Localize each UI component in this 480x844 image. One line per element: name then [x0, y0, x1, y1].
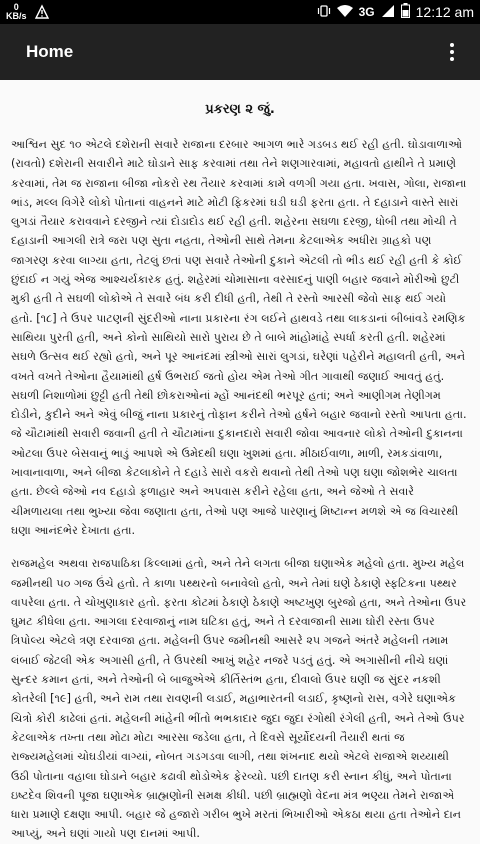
clock: 12:12 am — [415, 4, 474, 20]
app-bar — [0, 24, 480, 80]
vibrate-icon — [317, 4, 331, 21]
paragraph-1: આશ્વિન સુદ ૧૦ એટલે દશેરાની સવારે રાજાના દરબાર આગળ ભારે ગડબડ થઈ રહી હતી. ઘોડાવાળાઓ (રાવતો) દશેરાની સવારીને માટે ઘોડાને સાફ કરવામાં તથા તેને શણગારવામાં, મહાવતો હાથીને તે પ્રમાણે કરવામાં, તેમ જ રાજાના બીજા નોકરો રથ તૈયાર કરવામાં કામે વળગી ગયા હતા. ખવાસ, ગોલા, રાજાના ભાંડ, મલ્લ વિગેરે લોકો પોતાનાં વાહનને માટે મોટી ફિકરમાં ઘડી ઘડી ફરતા હતા. તે દહાડાને વાસ્તે સારાં લુગડાં તૈયાર કરાવવાને દરજીને ત્યાં દોડાદોડ થઈ રહી હતી. શહેરના સઘળા દરજી, ધોબી તથા મોચી તે દહાડાની આગલી રાત્રે જરા પણ સુતા નહતા, તેઓની સાથે તેમના કેટલાએક અધીરા ગ્રાહકો પણ જાગરણ કરવા લાગ્યા હતા, તેટલું છતાં પણ સવારે તેઓની દુકાને એટલી તો ભીડ થઈ રહી હતી કે કોઈ છુંદાઈ ન ગયું એજ આશ્ચર્યકારક હતું. શહેરમાં ચોમાસાના વરસાદનું પાણી બહાર જવાને મોરીઓ છુટી મુકી હતી તે સઘળી લોકોએ તે સવારે બંધ કરી દીધી હતી, તેથી તે રસ્તો આરસી જેવો સાફ થઈ ગયો હતો. [૧૮] તે ઉપર પાટણની સુંદરીઓ નાના પ્રકારના રંગ લઈને હાથવડે તથા લાકડાનાં બીબાંવડે રમણિક સાથિયા પુરતી હતી, અને કોનો સાથિયો સારો પુરાય છે તે બાબે માંહોમાંહે સ્પર્ધા કરતી હતી. શહેરમાં સઘળે ઉત્સવ થઈ રહ્યો હતો, અને પૂર આનંદમાં સ્ત્રીઓ સારાં લુગડાં, ઘરેણાં પહેરીને મહાલતી હતી, અને વખતે વખતે તેઓના હૈયામાંથી હર્ષ ઉભરાઈ જતો હોય એમ તેઓ ગીત ગાવાથી જણાઈ આવતું હતું. સઘળી નિશાળોમાં છુટ્ટી હતી તેથી છોકરાઓનાં મ્હોં આનંદથી ભરપૂર હતાં; અને આણીગમ તેણીગમ દોડીને, કુદીને અને એવું બીજું નાના પ્રકારનું તોફાન કરીને તેઓ હર્ષને બહાર જવાનો રસ્તો આપતા હતા. જે ચૌટામાંથી સવારી જવાની હતી તે ચૌટામાંના દુકાનદારો સવારી જોવા આવનાર લોકો તેઓની દુકાનના ઓટલા ઉપર બેસવાનું ભાડું આપશે એ ઉમેદથી ઘણા ખુશમાં હતા. મીઠાઈવાળા, માળી, રમકડાંવાળા, ખાવાનાવાળા, અને બીજા કેટલાકોને તે દહાડે સારો વકરો થવાનો તેથી તેઓ પણ ઘણા જોશભેર ચાલતા હતા. છેલ્લે જેઓ નવ દહાડો ફળાહાર અને અપવાસ કરીને રહેલા હતા, અને જેઓ તે સવારે ચીમળાયલા તથા ભુખ્યા જેવા જણાતા હતા, તેઓ પણ આજે પારણાનું મિષ્ટાન્ન મળશે એ જ વિચારથી ઘણા આનંદભેર દેખાતા હતા. — [11, 138, 467, 537]
network-speed-unit: KB/s — [6, 11, 27, 21]
cell-signal-icon — [381, 4, 395, 21]
status-bar — [0, 0, 480, 24]
battery-icon — [401, 3, 410, 21]
status-right — [317, 3, 474, 21]
reader-content[interactable] — [0, 80, 480, 841]
network-speed-value: 0 — [13, 2, 19, 12]
chapter-title: પ્રકરણ ૨ જું. — [205, 102, 275, 117]
app-title: Home — [26, 42, 74, 61]
network-type-label: 3G — [358, 5, 375, 19]
more-vert-icon[interactable] — [440, 40, 464, 64]
network-speed-indicator — [6, 3, 27, 21]
status-left — [6, 3, 49, 21]
paragraph-2: રાજમહેલ અથવા રાજપાઠિકા કિલ્લામાં હતો, અને તેને લગતા બીજા ઘણાએક મહેલો હતા. મુખ્ય મહેલ જમીનથી ૫૦ ગજ ઉંચે હતો. તે કાળા પથ્થરનો બનાવેલો હતો, અને તેમાં ઘણે ઠેકાણે સ્ફટિકના પથ્થર વાપરેલા હતા. તે ચોખુણાકાર હતો. ફરતા કોટમાં ઠેકાણે ઠેકાણે અષ્ટખુણ બુરજો હતા, અને તેઓના ઉપર ઘુમટ કીધેલા હતા. આગલા દરવાજાનું નામ ઘટિકા હતું, અને તે દરવાજાની સામા ઘોરી રસ્તા ઉપર ત્રિપોલ્ય એટલે ત્રણ દરવાજા હતા. મહેલની ઉપર જમીનથી આસરે ૨૫ ગજને અંતરે મહેલની તમામ લંબાઈ જેટલી એક અગાસી હતી, તે ઉપરથી આખું શહેર નજરે પડતું હતું. એ અગાસીની નીચે ઘણાં સુન્દર કમાન હતાં, અને તેઓની બે બાજુએએ કીર્તિસ્તંભ હતા, દીવાલો ઉપર ઘણી જ સુંદર નકશી કોતરેલી [૧૯] હતી, અને રામ તથા રાવણની લડાઈ, મહાભારતની લડાઈ, કૃષ્ણનો રાસ, વગેરે ઘણાએક ચિત્રો કોરી કાઢેલાં હતાં. મહેલની માંહેની ભીંતો ભભકાદાર જુદા જુદા રંગોથી રંગેલી હતી, અને તેઓ ઉપર કેટલાએક તખ્તા તથા મોટા મોટા આરસા જડેલા હતા, તે દિવસે સૂર્યોદયની તૈયારી થતાં જ રાજ્યમહેલમાં ચોઘડીયાં વાગ્યાં, નોબત ગડગડવા લાગી, તથા શંખનાદ થયો એટલે રાજાએ શય્યાથી ઉઠી પોતાના વહાલા ઘોડાને બહાર કઢાવી થોડોએક ફેરવ્યો. પછી દાતણ કરી સ્નાન કીધું, અને પોતાના ઇષ્ટદેવ શિવની પૂજા ઘણાએક બ્રાહ્મણોની સમક્ષ કીધી. પછી બ્રાહ્મણો વેદના મંત્ર ભણ્યા તેમને રાજાએ ધારા પ્રમાણે દક્ષણા આપી. બહાર જે હજારો ગરીબ ભુખે મરતાં ભિખારીઓ એકઠા થયા હતા તેઓને દાન આપ્યું, અને ઘણાં ગાયો પણ દાનમાં આપી. — [11, 557, 467, 841]
wifi-icon — [337, 4, 353, 21]
warning-icon — [35, 5, 49, 19]
